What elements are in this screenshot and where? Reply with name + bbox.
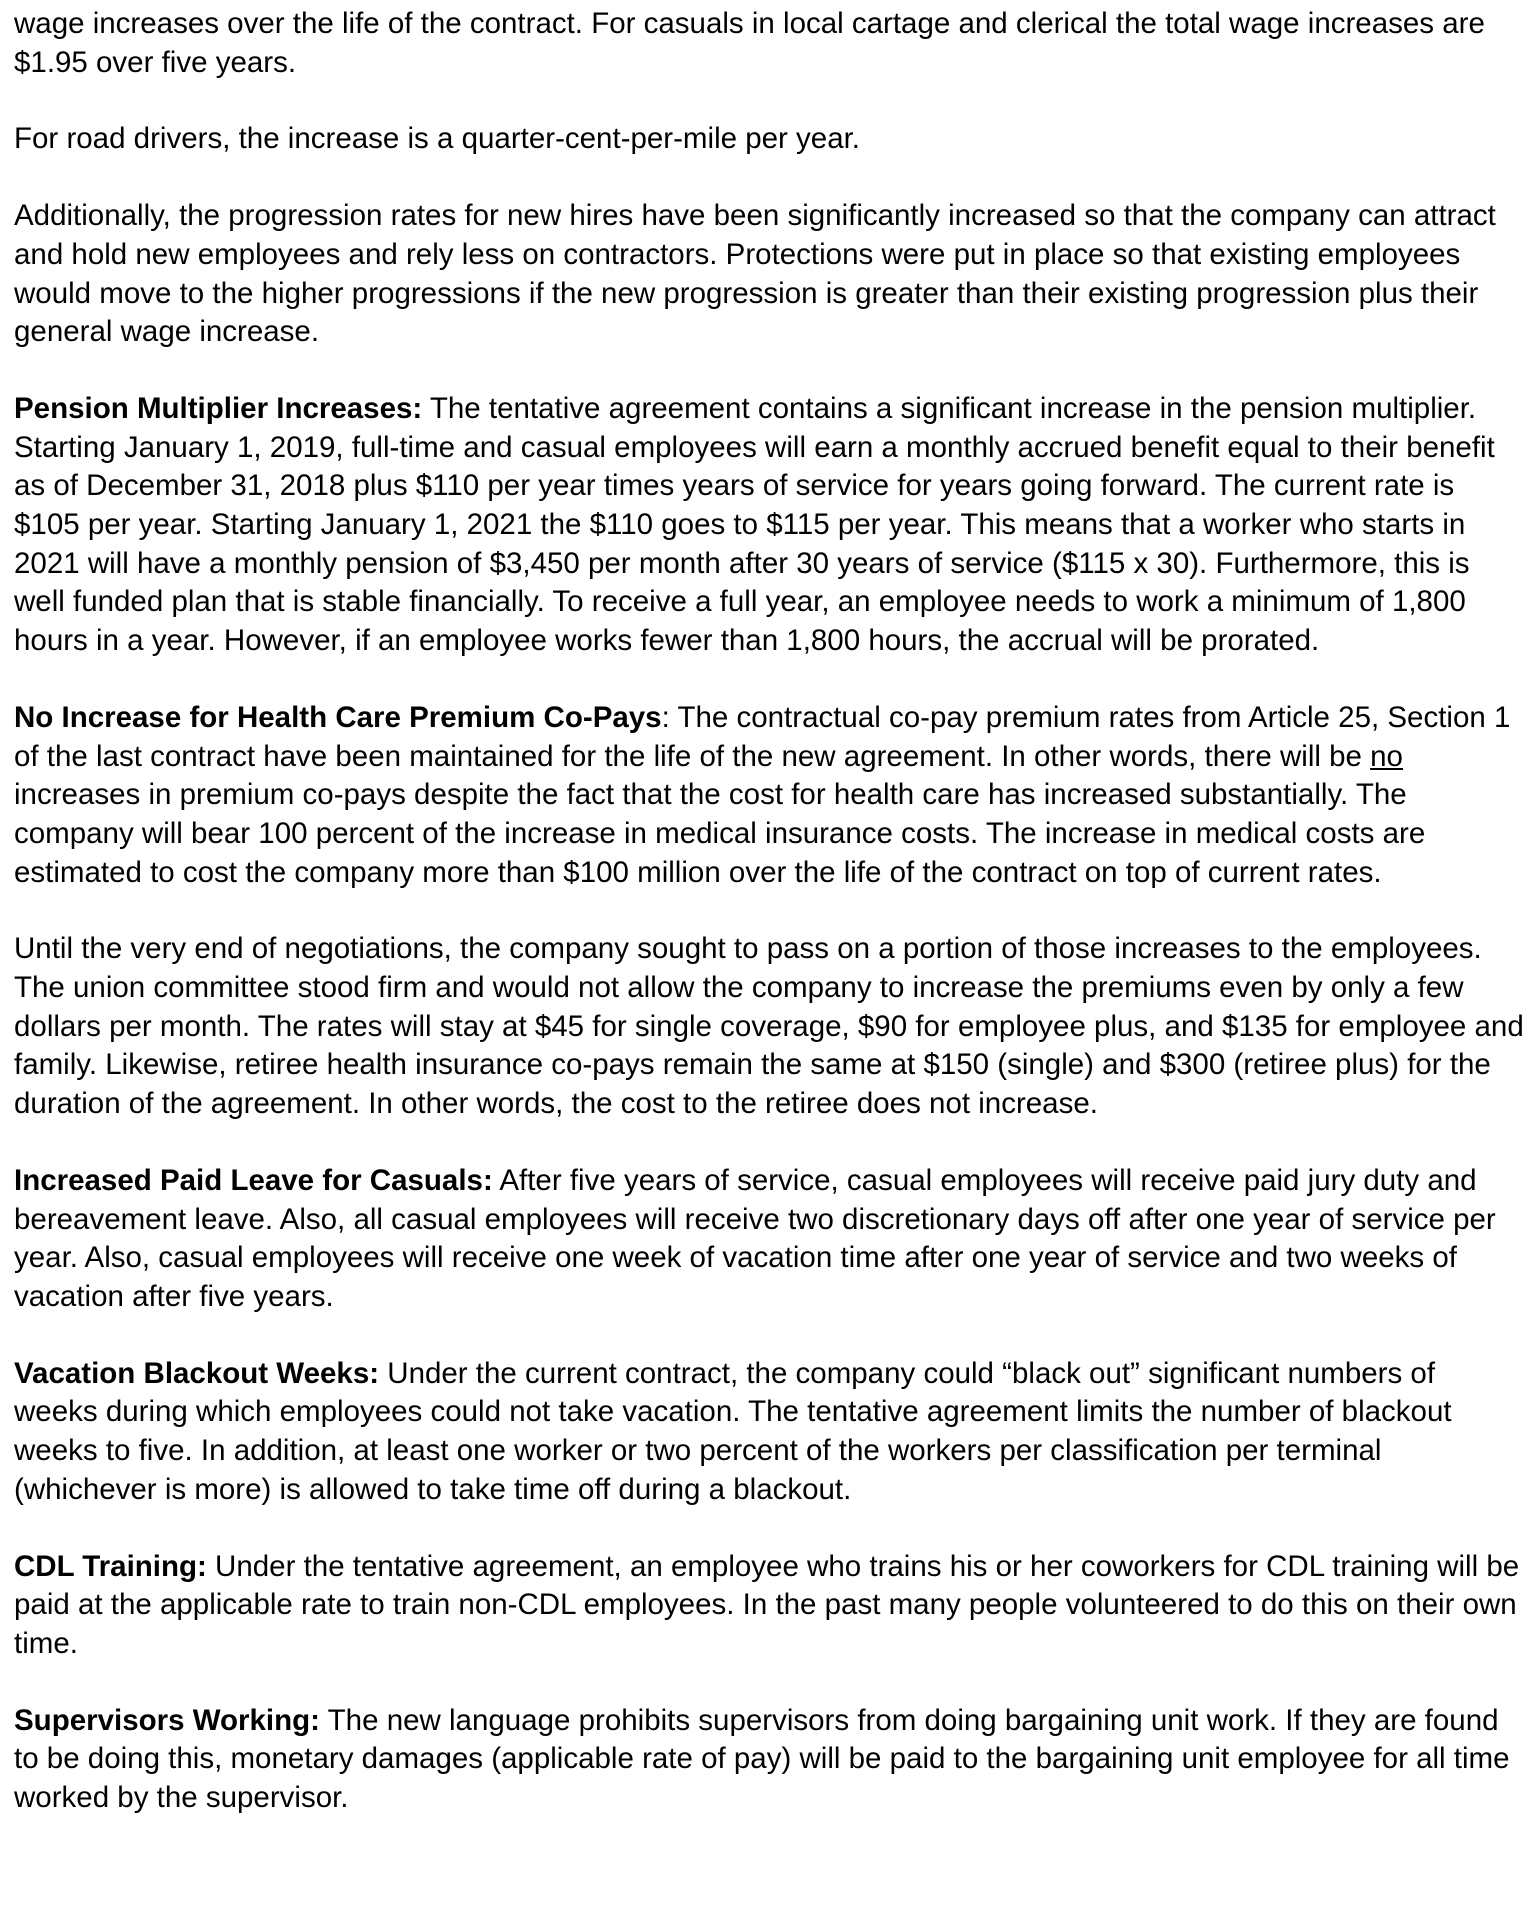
paragraph-cdl-training: [14, 1548, 1525, 1664]
paragraph-text: Until the very end of negotiations, the company sought to pass on a portion of those increases to the employees. The union committee stood firm and would not allow the company to increase the premiums even by only a few dollars per month. The rates will stay at $45 for single coverage, $90 for employee plus, and $135 for employee and family. Likewise, retiree health insurance co-pays remain the same at $150 (single) and $300 (retiree plus) for the duration of the agreement. In other words, the cost to the retiree does not increase.: [14, 932, 1524, 1121]
paragraph-text: increases in premium co-pays despite the fact that the cost for health care has increased substantially. The company will bear 100 percent of the increase in medical insurance costs. The increase in medical costs are estimated to cost the company more than $100 million over the life of the contract on top of current rates.: [14, 778, 1426, 889]
section-heading: Vacation Blackout Weeks:: [14, 1356, 380, 1390]
paragraph-text: wage increases over the life of the contract. For casuals in local cartage and clerical the total wage increases are $1.95 over five years.: [14, 7, 1485, 79]
paragraph-text: The new language prohibits supervisors from doing bargaining unit work. If they are found to be doing this, monetary damages (applicable rate of pay) will be paid to the bargaining unit employee for all time worked by the supervisor.: [14, 1703, 1510, 1815]
section-heading: CDL Training:: [14, 1549, 207, 1583]
paragraph-text: Under the current contract, the company could “black out” significant numbers of weeks during which employees could not take vacation. The tentative agreement limits the number of blackout weeks to five. In addition, at least one worker or two percent of the workers per classification per terminal (whichever is more) is allowed to take time off during a blackout.: [14, 1356, 1452, 1506]
paragraph-paid-leave-casuals: [14, 1162, 1525, 1317]
emphasis-underlined: no: [1370, 739, 1403, 773]
paragraph-wage-increases-continued: [14, 5, 1525, 82]
section-heading: Pension Multiplier Increases:: [14, 391, 423, 425]
paragraph-health-care-copays: [14, 699, 1525, 893]
paragraph-progression-rates: [14, 197, 1525, 352]
section-heading: Increased Paid Leave for Casuals:: [14, 1163, 493, 1197]
paragraph-text: : The contractual co-pay premium rates from Article 25, Section 1 of the last contract have been maintained for the life of the new agreement. In other words, there will be: [14, 700, 1511, 773]
paragraph-supervisors-working: [14, 1702, 1525, 1818]
paragraph-road-drivers: [14, 120, 1525, 159]
section-heading: No Increase for Health Care Premium Co-Pays: [14, 700, 662, 734]
paragraph-text: After five years of service, casual employees will receive paid jury duty and bereavement leave. Also, all casual employees will receive two discretionary days off after one year of service per year. Also, casual employees will receive one week of vacation time after one year of service and two weeks of vacation after five years.: [14, 1163, 1496, 1313]
paragraph-vacation-blackout: [14, 1355, 1525, 1510]
paragraph-text: Additionally, the progression rates for new hires have been significantly increased so that the company can attract and hold new employees and rely less on contractors. Protections were put in place so that existing employees would move to the higher progressions if the new progression is greater than their existing progression plus their general wage increase.: [14, 199, 1496, 349]
paragraph-text: The tentative agreement contains a significant increase in the pension multiplier. Starting January 1, 2019, full-time and casual employees will earn a monthly accrued benefit equal to their benefit as of December 31, 2018 plus $110 per year times years of service for years going forward. The current rate is $105 per year. Starting January 1, 2021 the $110 goes to $115 per year. This means that a worker who starts in 2021 will have a monthly pension of $3,450 per month after 30 years of service ($115 x 30). Furthermore, this is well funded plan that is stable financially. To receive a full year, an employee needs to work a minimum of 1,800 hours in a year. However, if an employee works fewer than 1,800 hours, the accrual will be prorated.: [14, 391, 1495, 658]
paragraph-text: For road drivers, the increase is a quarter-cent-per-mile per year.: [14, 122, 861, 156]
paragraph-negotiations: [14, 930, 1525, 1124]
paragraph-text: Under the tentative agreement, an employee who trains his or her coworkers for CDL training will be paid at the applicable rate to train non-CDL employees. In the past many people volunteered to do this on their own time.: [14, 1549, 1520, 1660]
section-heading: Supervisors Working:: [14, 1703, 320, 1737]
paragraph-pension-multiplier: [14, 390, 1525, 661]
